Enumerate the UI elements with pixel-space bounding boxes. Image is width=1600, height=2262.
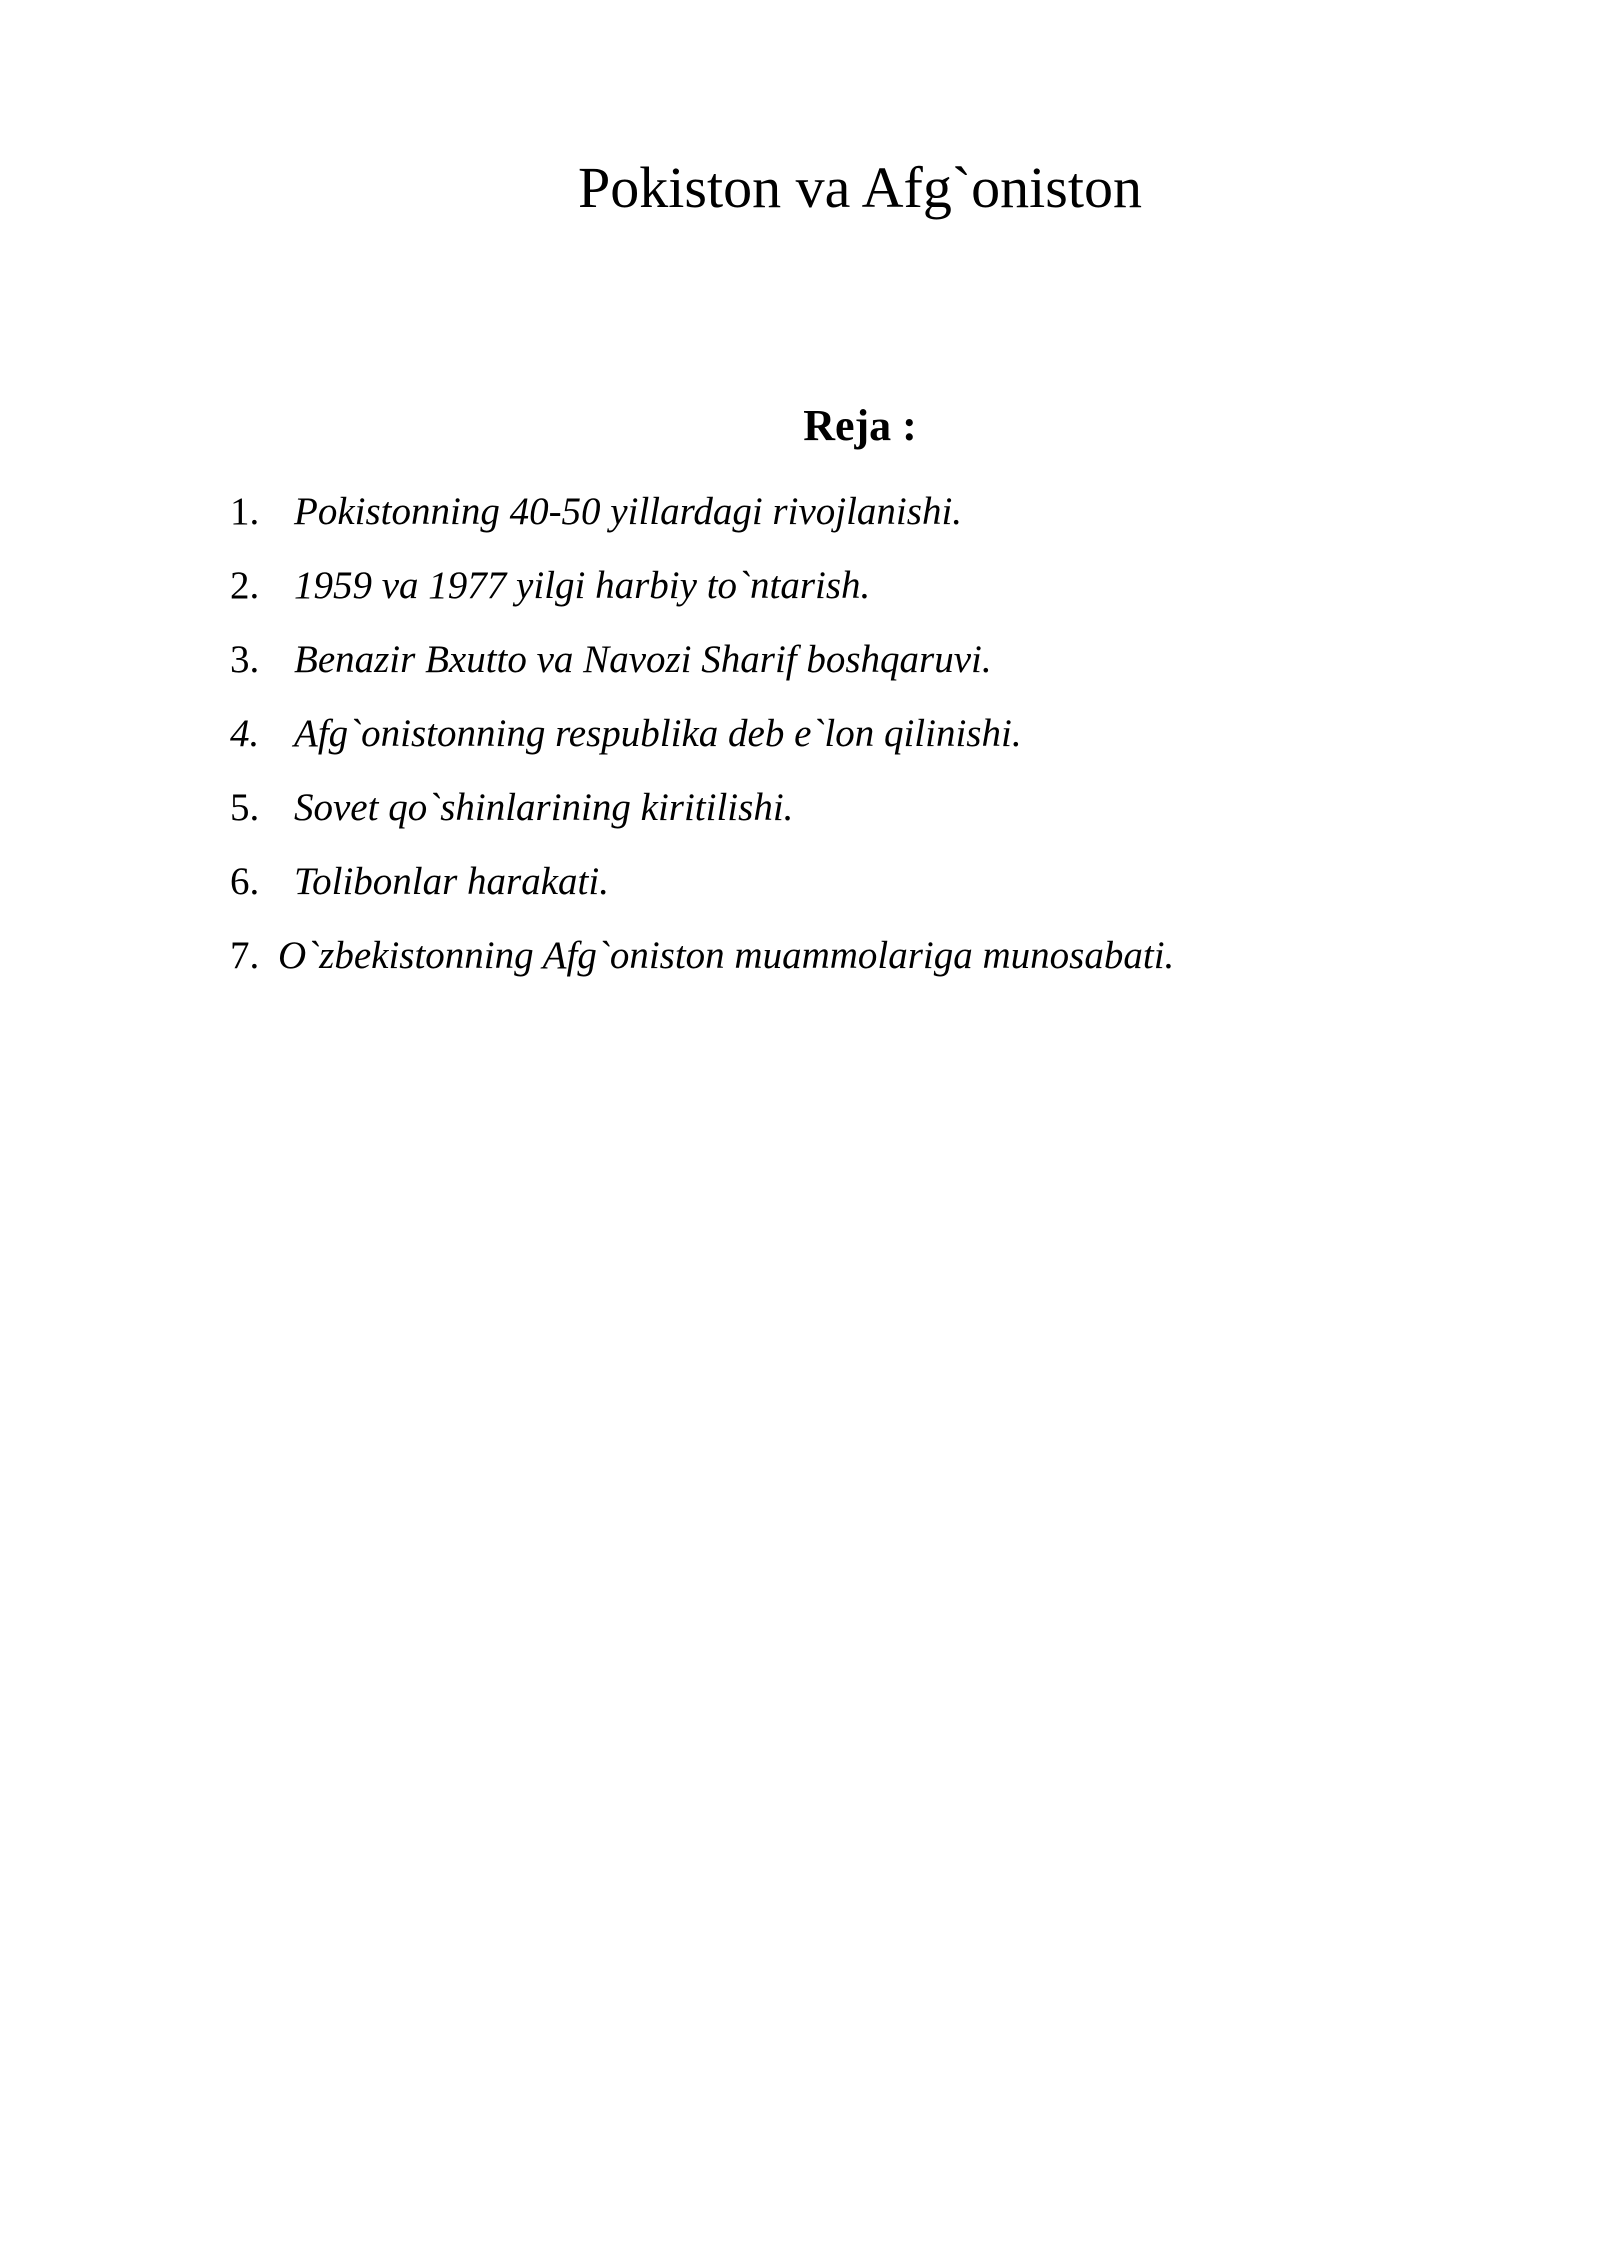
plan-item-number: 6.: [230, 860, 260, 903]
plan-item-text: Tolibonlar harakati.: [294, 860, 609, 903]
plan-item-text: Sovet qo`shinlarining kiritilishi.: [294, 786, 794, 829]
plan-item: [230, 706, 1430, 780]
plan-item-number: 5.: [230, 786, 260, 829]
plan-item: [230, 484, 1430, 558]
plan-item: [230, 854, 1430, 928]
plan-item-number: 3.: [230, 638, 260, 681]
plan-list: [230, 484, 1430, 1002]
document-title: Pokiston va Afg`oniston: [578, 155, 1142, 220]
plan-item-text: Benazir Bxutto va Navozi Sharif boshqaruvi.: [294, 638, 992, 681]
plan-item-text: Afg`onistonning respublika deb e`lon qilinishi.: [294, 712, 1022, 755]
plan-item-number: 7.: [230, 934, 260, 977]
plan-item-number: 4.: [230, 712, 260, 755]
plan-item-number: 1.: [230, 490, 260, 533]
plan-item: [230, 632, 1430, 706]
plan-item: [230, 780, 1430, 854]
plan-heading: Reja :: [803, 401, 917, 450]
plan-item-text: O`zbekistonning Afg`oniston muammolariga munosabati.: [278, 934, 1175, 977]
plan-item: [230, 558, 1430, 632]
plan-item-number: 2.: [230, 564, 260, 607]
plan-item: [230, 928, 1430, 1002]
plan-item-text: 1959 va 1977 yilgi harbiy to`ntarish.: [294, 564, 871, 607]
plan-item-text: Pokistonning 40-50 yillardagi rivojlanishi.: [294, 490, 963, 533]
